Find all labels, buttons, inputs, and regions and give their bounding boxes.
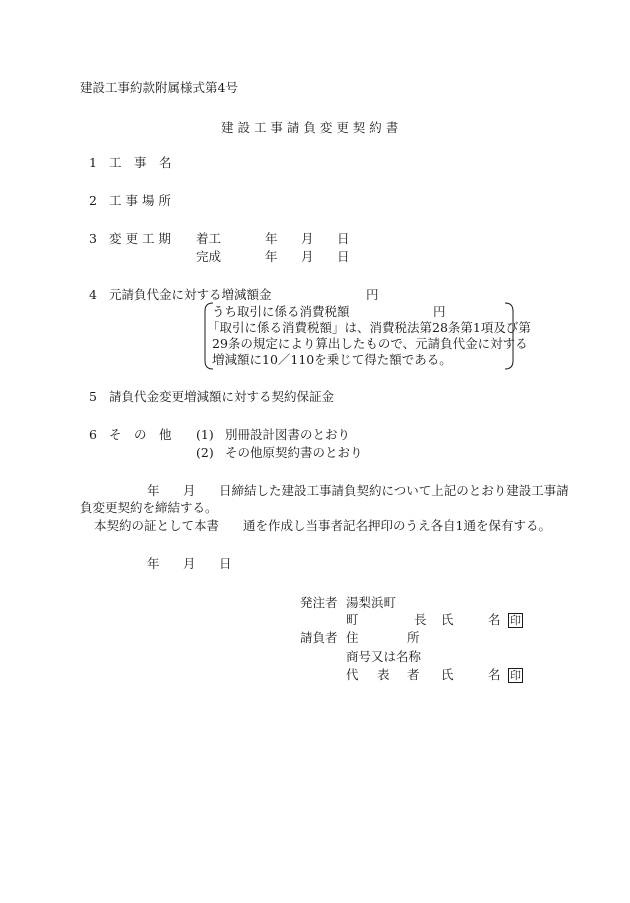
item-5-label: 請負代金変更増減額に対する契約保証金 [109,389,335,404]
item-3-number: 3 [89,231,97,246]
mayor-char-2: 長 [414,612,427,627]
end-day: 日 [337,249,350,264]
date-year: 年 [147,556,160,571]
tax-yen: 円 [433,304,446,319]
mayor-char-4: 名 [488,612,501,627]
p1-text: 日締結した建設工事請負契約について上記のとおり建設工事請 [219,483,569,498]
seal-stamp-orderer: 印 [510,614,521,627]
item-5-number: 5 [89,389,97,404]
item-4-yen: 円 [366,287,379,302]
mayor-char-1: 町 [346,612,359,627]
item-4-label: 元請負代金に対する増減額 [109,287,260,302]
item-6-sub-1: 別冊設計図書のとおり [225,427,351,442]
p1-text-line-2: 負変更契約を締結する。 [80,500,218,515]
item-4-kin: 金 [259,287,272,302]
rep-char-4: 氏 [441,667,454,682]
item-6-sub-1-number: (1) [196,427,214,442]
seal-stamp-contractor: 印 [510,669,521,682]
date-month: 月 [183,556,196,571]
rep-char-1: 代 [346,667,359,682]
item-2-label: 工 事 場 所 [109,193,171,208]
item-1-number: 1 [89,155,97,170]
start-day: 日 [337,231,350,246]
p1-month: 月 [183,483,196,498]
date-day: 日 [219,556,232,571]
p2-text-b: 通を作成し当事者記名押印のうえ各自1通を保有する。 [243,518,551,533]
orderer-name: 湯梨浜町 [346,595,397,610]
start-label: 着工 [196,231,222,246]
address-char-2: 所 [407,630,420,645]
item-2-number: 2 [89,193,97,208]
tax-line-2: 「取引に係る消費税額」は、消費税法第28条第1項及び第 [207,320,531,335]
tax-line-1: うち取引に係る消費税額 [212,304,350,319]
address-char-1: 住 [346,630,359,645]
rep-char-5: 名 [488,667,501,682]
orderer-label: 発注者 [300,595,338,610]
end-label: 完成 [196,249,222,264]
page-title: 建 設 工 事 請 負 変 更 契 約 書 [221,120,399,135]
start-month: 月 [301,231,314,246]
end-month: 月 [301,249,314,264]
item-6-sub-2-number: (2) [196,445,214,460]
rep-char-2: 表 [377,667,390,682]
item-6-label: そ の 他 [109,427,172,442]
start-year: 年 [265,231,278,246]
tax-line-3: 29条の規定により算出したもので、元請負代金に対する [212,336,528,351]
tax-line-4: 増減額に10／110を乗じて得た額である。 [212,352,452,367]
rep-char-3: 者 [407,667,420,682]
item-6-sub-2: その他原契約書のとおり [225,445,363,460]
contractor-label: 請負者 [300,630,338,645]
p1-year: 年 [147,483,160,498]
trade-name-label: 商号又は名称 [346,649,422,664]
item-1-label: 工 事 名 [109,155,172,170]
p2-text-a: 本契約の証として本書 [94,518,220,533]
mayor-char-3: 氏 [441,612,454,627]
end-year: 年 [265,249,278,264]
item-6-number: 6 [89,427,97,442]
form-label: 建設工事約款附属様式第4号 [80,80,238,95]
item-3-label: 変 更 工 期 [109,231,171,246]
item-4-number: 4 [89,287,97,302]
